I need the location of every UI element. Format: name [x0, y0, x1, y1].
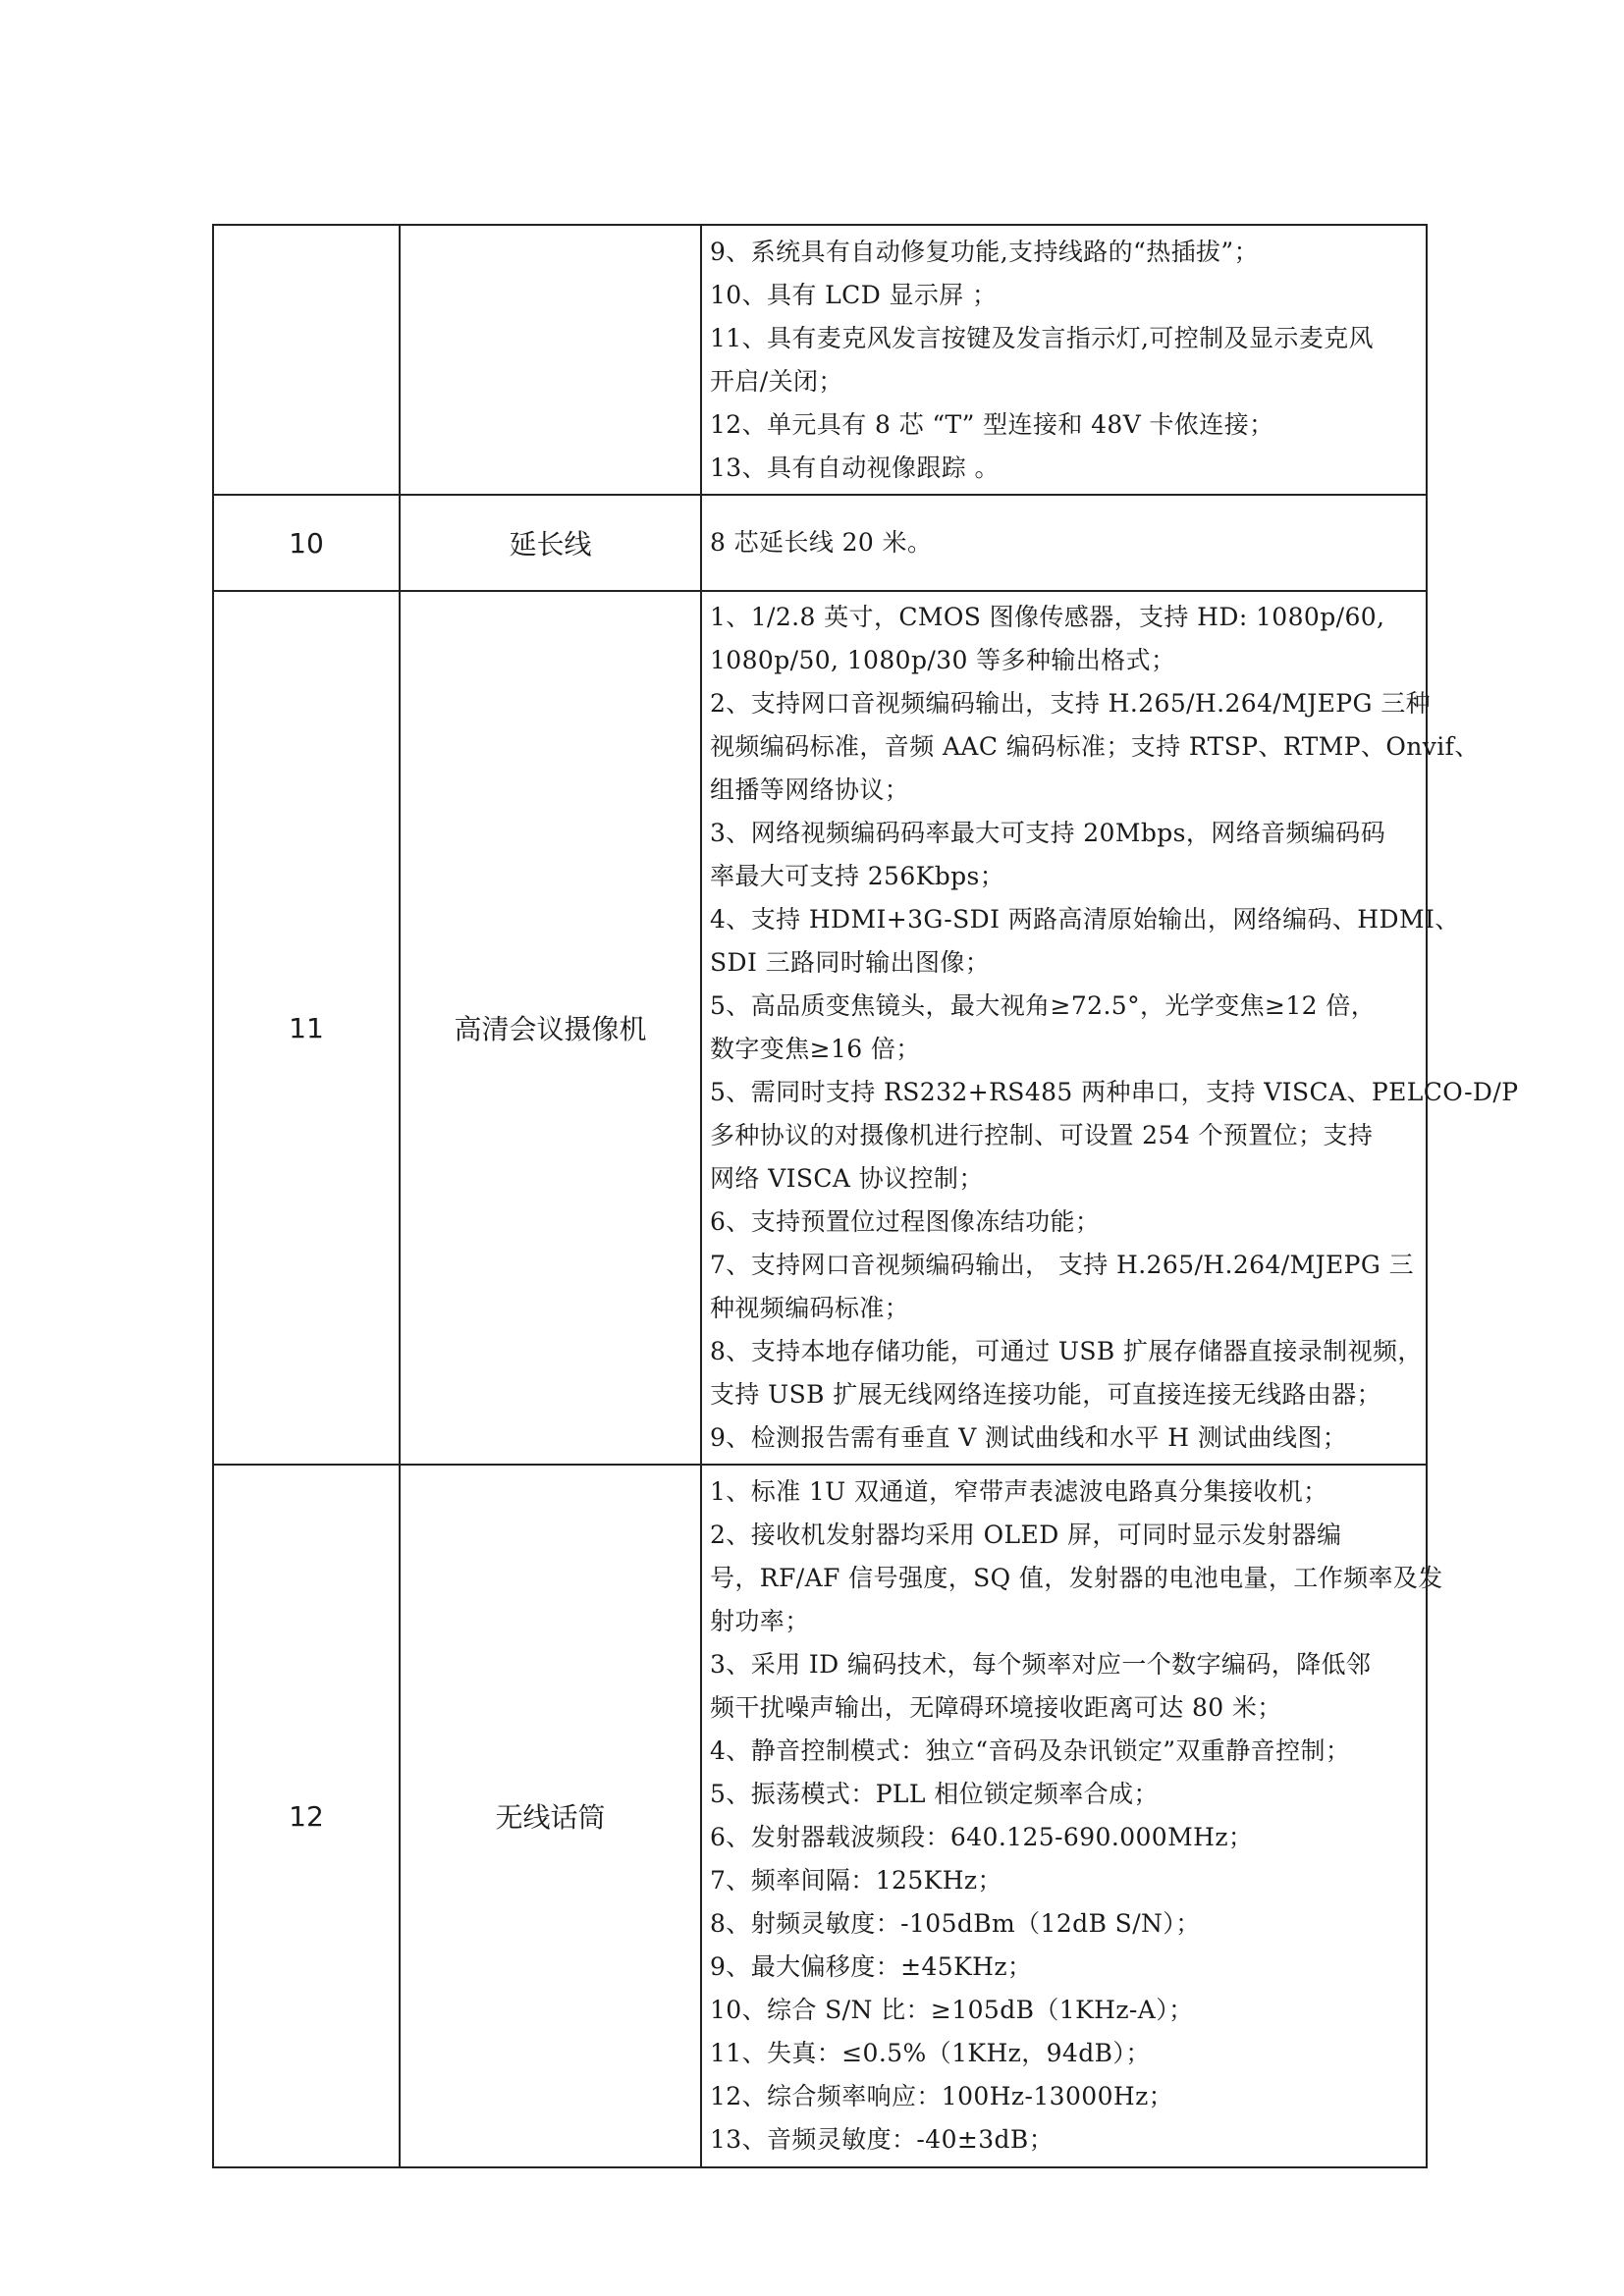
spec-line: 2、接收机发射器均采用 OLED 屏，可同时显示发射器编: [710, 1521, 1342, 1549]
spec-line: 8、射频灵敏度：-105dBm（12dB S/N）；: [710, 1909, 1201, 1938]
spec-line: 2、支持网口音视频编码输出，支持 H.265/H.264/MJEPG 三种: [710, 689, 1432, 718]
table-row: [213, 1465, 1427, 2167]
spec-line: 12、综合频率响应：100Hz-13000Hz；: [710, 2082, 1174, 2110]
spec-line: 网络 VISCA 协议控制；: [710, 1164, 984, 1193]
spec-line: 1080p/50, 1080p/30 等多种输出格式；: [710, 646, 1176, 674]
spec-table: [212, 224, 1519, 2168]
spec-line: 组播等网络协议；: [710, 775, 910, 804]
spec-line: 1、1/2.8 英寸，CMOS 图像传感器，支持 HD: 1080p/60,: [710, 603, 1385, 631]
spec-line: 5、振荡模式：PLL 相位锁定频率合成；: [710, 1780, 1159, 1808]
table-row: [213, 495, 1427, 591]
spec-cell: [701, 225, 1427, 495]
spec-line: 7、频率间隔：125KHz；: [710, 1866, 1002, 1895]
spec-line: 频干扰噪声输出，无障碍环境接收距离可达 80 米；: [710, 1693, 1282, 1722]
spec-cell: [701, 591, 1519, 1465]
spec-line: 9、检测报告需有垂直 V 测试曲线和水平 H 测试曲线图；: [710, 1423, 1348, 1452]
spec-line: 数字变焦≥16 倍；: [710, 1035, 921, 1063]
spec-line: 1、标准 1U 双通道，窄带声表滤波电路真分集接收机；: [710, 1477, 1328, 1506]
item-number-cell: 12: [213, 1465, 400, 2167]
item-name-cell: 无线话筒: [400, 1465, 701, 2167]
spec-line: 种视频编码标准；: [710, 1294, 910, 1322]
spec-line: 5、需同时支持 RS232+RS485 两种串口，支持 VISCA、PELCO-D/P: [710, 1078, 1519, 1106]
spec-line: 5、高品质变焦镜头，最大视角≥72.5°，光学变焦≥12 倍，: [710, 991, 1377, 1020]
spec-cell: [701, 1465, 1443, 2167]
spec-line: 3、采用 ID 编码技术，每个频率对应一个数字编码，降低邻: [710, 1650, 1372, 1679]
spec-line: 11、具有麦克风发言按键及发言指示灯,可控制及显示麦克风: [710, 323, 1374, 352]
item-number-cell: [213, 225, 400, 495]
spec-line: 13、具有自动视像跟踪 。: [710, 453, 1000, 482]
spec-line: 12、单元具有 8 芯 “T” 型连接和 48V 卡侬连接；: [710, 409, 1274, 439]
spec-line: 3、网络视频编码码率最大可支持 20Mbps，网络音频编码码: [710, 819, 1386, 847]
spec-line: 11、失真：≤0.5%（1KHz，94dB）；: [710, 2039, 1151, 2067]
spec-line: 9、系统具有自动修复功能,支持线路的“热插拔”；: [710, 237, 1260, 266]
item-number-cell: 10: [213, 495, 400, 591]
spec-line: 10、具有 LCD 显示屏 ；: [710, 280, 998, 309]
item-name-cell: [400, 225, 701, 495]
spec-line: 支持 USB 扩展无线网络连接功能，可直接连接无线路由器；: [710, 1380, 1382, 1409]
item-number-cell: 11: [213, 591, 400, 1465]
table-row: [213, 225, 1427, 495]
spec-line: 9、最大偏移度：±45KHz；: [710, 1952, 1033, 1981]
spec-line: 10、综合 S/N 比：≥105dB（1KHz-A）；: [710, 1996, 1194, 2024]
spec-line: 射功率；: [710, 1607, 810, 1635]
spec-line: SDI 三路同时输出图像；: [710, 948, 991, 977]
spec-line: 4、支持 HDMI+3G-SDI 两路高清原始输出，网络编码、HDMI、: [710, 905, 1460, 934]
spec-line: 视频编码标准，音频 AAC 编码标准；支持 RTSP、RTMP、Onvif、: [710, 732, 1480, 761]
spec-line: 号，RF/AF 信号强度，SQ 值，发射器的电池电量，工作频率及发: [710, 1564, 1443, 1592]
table-row: [213, 591, 1427, 1465]
item-name-cell: 高清会议摄像机: [400, 591, 701, 1465]
spec-line: 开启/关闭；: [710, 366, 843, 396]
spec-cell: [701, 495, 1427, 591]
spec-line: 7、支持网口音视频编码输出， 支持 H.265/H.264/MJEPG 三: [710, 1251, 1414, 1279]
spec-line: 6、发射器载波频段：640.125-690.000MHz；: [710, 1823, 1254, 1851]
spec-line: 多种协议的对摄像机进行控制、可设置 254 个预置位；支持: [710, 1121, 1374, 1149]
item-name-cell: 延长线: [400, 495, 701, 591]
spec-line: 4、静音控制模式：独立“音码及杂讯锁定”双重静音控制；: [710, 1736, 1351, 1765]
spec-line: 8、支持本地存储功能，可通过 USB 扩展存储器直接录制视频，: [710, 1337, 1423, 1365]
spec-line: 13、音频灵敏度：-40±3dB；: [710, 2125, 1055, 2154]
spec-line: 6、支持预置位过程图像冻结功能；: [710, 1207, 1101, 1236]
spec-line: 率最大可支持 256Kbps；: [710, 862, 1005, 890]
spec-line: 8 芯延长线 20 米。: [710, 528, 933, 557]
